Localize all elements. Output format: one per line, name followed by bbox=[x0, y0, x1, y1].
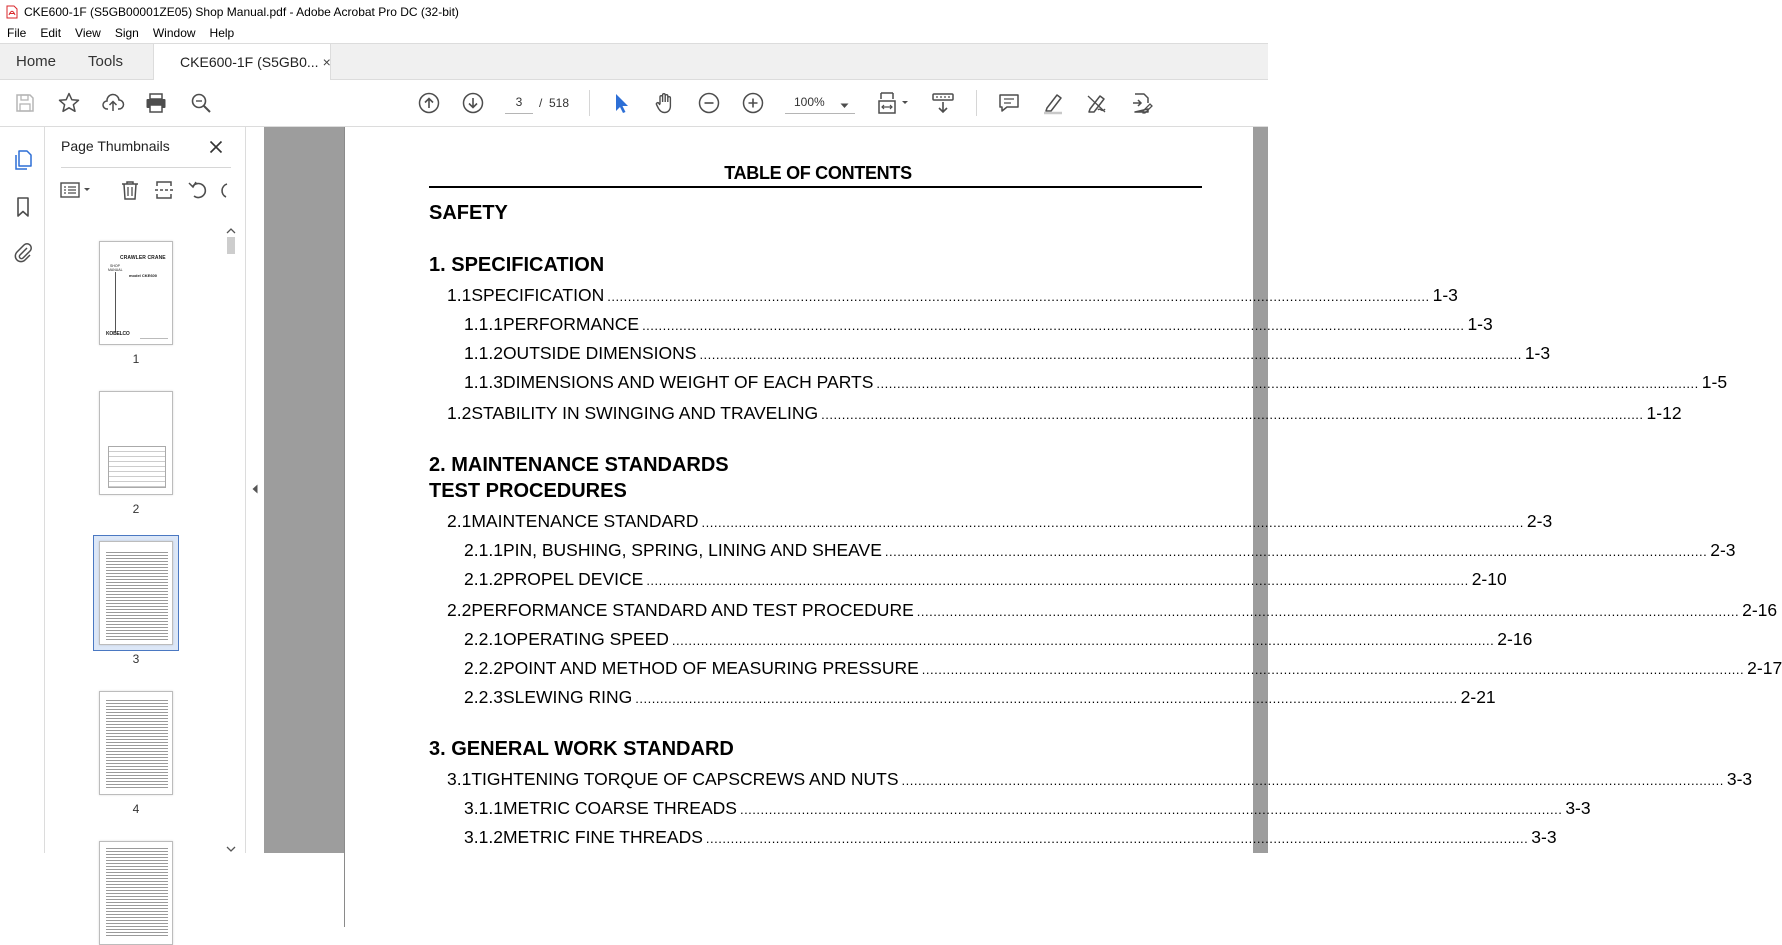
toc-leader-dots: ........................................................................................................................................................................................................ bbox=[701, 515, 1524, 530]
thumbnail-cover-title: CRAWLER CRANE bbox=[120, 255, 166, 261]
bookmark-star-icon[interactable] bbox=[56, 90, 82, 116]
zoom-select[interactable] bbox=[785, 90, 855, 114]
section-heading: 1. SPECIFICATION bbox=[429, 254, 605, 276]
close-icon[interactable] bbox=[206, 137, 226, 157]
menu-view[interactable]: View bbox=[75, 26, 101, 40]
toc-heading: TABLE OF CONTENTS bbox=[724, 163, 912, 183]
thumbnail-cover-line bbox=[115, 272, 116, 332]
toc-leader-dots: ........................................................................................................................................................................................................ bbox=[699, 347, 1522, 362]
toc-entry[interactable] bbox=[447, 511, 1553, 532]
thumbnail-page-4[interactable] bbox=[99, 691, 173, 795]
section-heading-line2: TEST PROCEDURES bbox=[429, 480, 627, 502]
select-cursor-icon[interactable] bbox=[608, 90, 634, 116]
panel-divider bbox=[61, 167, 231, 168]
page-thumbnails-icon[interactable] bbox=[10, 147, 36, 173]
thumbnail-page-5[interactable] bbox=[99, 841, 173, 945]
chevron-down-icon bbox=[840, 98, 849, 112]
toc-entry[interactable] bbox=[464, 629, 1533, 650]
tab-close-icon[interactable]: × bbox=[322, 54, 331, 70]
menu-sign[interactable]: Sign bbox=[114, 26, 139, 40]
thumbnail-label: 4 bbox=[132, 802, 140, 816]
toc-entry[interactable] bbox=[464, 540, 1736, 561]
toc-leader-dots: ........................................................................................................................................................................................................ bbox=[916, 604, 1740, 619]
tab-bar bbox=[0, 43, 1268, 80]
toc-entry-title: METRIC COARSE THREADS bbox=[502, 798, 737, 818]
acrobat-app-icon bbox=[5, 5, 19, 19]
section-heading: SAFETY bbox=[429, 202, 508, 224]
toc-entry-page: 2-16 bbox=[1497, 629, 1533, 649]
toc-leader-dots: ........................................................................................................................................................................................................ bbox=[705, 831, 1529, 846]
toc-entry-title: DIMENSIONS AND WEIGHT OF EACH PARTS bbox=[502, 372, 874, 392]
toc-entry[interactable] bbox=[464, 798, 1591, 819]
toc-entry-page: 1-3 bbox=[1467, 314, 1493, 334]
tab-home[interactable]: Home bbox=[16, 53, 57, 70]
comment-icon[interactable] bbox=[996, 90, 1022, 116]
toc-leader-dots: ........................................................................................................................................................................................................ bbox=[821, 407, 1644, 422]
toc-leader-dots: ........................................................................................................................................................................................................ bbox=[901, 773, 1724, 788]
toc-entry-number: 2.1.2 bbox=[464, 569, 503, 589]
toc-leader-dots: ........................................................................................................................................................................................................ bbox=[607, 289, 1430, 304]
hand-tool-icon[interactable] bbox=[652, 90, 678, 116]
toc-entry-number: 2.2 bbox=[447, 600, 472, 620]
thumbnail-text-lines bbox=[106, 550, 168, 640]
thumbnail-page-2[interactable] bbox=[99, 391, 173, 495]
toc-entry-page: 2-3 bbox=[1526, 511, 1553, 531]
thumbnail-options-icon[interactable] bbox=[59, 177, 93, 203]
tab-document[interactable] bbox=[153, 44, 331, 80]
toc-entry-title: PROPEL DEVICE bbox=[502, 569, 644, 589]
delete-trash-icon[interactable] bbox=[117, 177, 143, 203]
scroll-mode-icon[interactable] bbox=[930, 90, 956, 116]
toc-entry-page: 3-3 bbox=[1531, 827, 1557, 847]
toc-entry-title: PERFORMANCE bbox=[502, 314, 640, 334]
toc-leader-dots: ........................................................................................................................................................................................................ bbox=[671, 633, 1495, 648]
toc-entry-number: 1.1.1 bbox=[464, 314, 503, 334]
thumbnail-cover-brand: KOBELCO bbox=[106, 331, 130, 337]
toc-entry-page: 2-16 bbox=[1742, 600, 1778, 620]
toc-entry-number: 1.1 bbox=[447, 285, 472, 305]
toc-leader-dots: ........................................................................................................................................................................................................ bbox=[646, 573, 1469, 588]
thumbnail-scrollbar[interactable] bbox=[223, 219, 239, 853]
main-toolbar bbox=[0, 80, 1268, 127]
thumbnail-table bbox=[108, 446, 166, 488]
toc-entry-number: 2.2.3 bbox=[464, 687, 503, 707]
thumbnail-text-lines bbox=[106, 698, 168, 790]
toc-entry[interactable] bbox=[447, 403, 1682, 424]
toc-entry-title: METRIC FINE THREADS bbox=[502, 827, 703, 847]
caret-left-icon bbox=[252, 483, 258, 497]
toc-entry[interactable] bbox=[464, 569, 1507, 590]
toc-leader-dots: ........................................................................................................................................................................................................ bbox=[642, 318, 1465, 333]
page-separator: / bbox=[539, 96, 543, 110]
toc-entry-number: 3.1.2 bbox=[464, 827, 503, 847]
menu-window[interactable]: Window bbox=[152, 26, 196, 40]
toc-leader-dots: ........................................................................................................................................................................................................ bbox=[921, 662, 1745, 677]
page-thumbnails-panel bbox=[45, 127, 246, 853]
toc-entry-number: 1.1.2 bbox=[464, 343, 503, 363]
thumbnail-label: 1 bbox=[132, 352, 140, 366]
toc-entry[interactable] bbox=[447, 285, 1458, 306]
toc-entry[interactable] bbox=[464, 314, 1493, 335]
menu-file[interactable]: File bbox=[7, 26, 27, 40]
toc-entry-number: 1.1.3 bbox=[464, 372, 503, 392]
search-icon[interactable] bbox=[188, 90, 214, 116]
save-icon[interactable] bbox=[12, 90, 38, 116]
toolbar-divider bbox=[976, 90, 977, 116]
toc-leader-dots: ........................................................................................................................................................................................................ bbox=[884, 544, 1708, 559]
toc-entry[interactable] bbox=[464, 343, 1551, 364]
scrollbar-thumb[interactable] bbox=[227, 237, 235, 254]
tab-tools[interactable]: Tools bbox=[88, 53, 124, 70]
toc-entry[interactable] bbox=[447, 769, 1753, 790]
total-pages: 518 bbox=[549, 96, 570, 110]
rotate-right-icon[interactable] bbox=[213, 177, 239, 203]
toc-entry[interactable] bbox=[447, 600, 1778, 621]
toc-entry-number: 2.1 bbox=[447, 511, 472, 531]
thumbnail-label: 2 bbox=[132, 502, 140, 516]
toc-entry-number: 2.2.2 bbox=[464, 658, 503, 678]
toc-entry-page: 1-5 bbox=[1701, 372, 1728, 392]
toc-entry-page: 3-3 bbox=[1726, 769, 1753, 789]
toc-entry-title: PIN, BUSHING, SPRING, LINING AND SHEAVE bbox=[502, 540, 882, 560]
toolbar-divider bbox=[589, 90, 590, 116]
insert-pages-icon[interactable] bbox=[151, 177, 177, 203]
zoom-in-icon[interactable] bbox=[740, 90, 766, 116]
toc-leader-dots: ........................................................................................................................................................................................................ bbox=[635, 691, 1458, 706]
toc-entry-page: 2-3 bbox=[1710, 540, 1736, 560]
toc-entry[interactable] bbox=[464, 687, 1496, 708]
rotate-left-icon[interactable] bbox=[185, 177, 211, 203]
toc-entry-title: PERFORMANCE STANDARD AND TEST PROCEDURE bbox=[471, 600, 914, 620]
menu-help[interactable]: Help bbox=[209, 26, 235, 40]
thumbnail-list bbox=[45, 219, 225, 853]
thumbnail-cover-model: model CKE600 bbox=[129, 273, 158, 278]
toc-entry-title: MAINTENANCE STANDARD bbox=[471, 511, 699, 531]
thumbnail-page-1[interactable] bbox=[99, 241, 173, 345]
toc-entry-page: 3-3 bbox=[1565, 798, 1591, 818]
previous-page-icon[interactable] bbox=[416, 90, 442, 116]
toc-leader-dots: ........................................................................................................................................................................................................ bbox=[739, 802, 1563, 817]
print-icon[interactable] bbox=[143, 90, 169, 116]
bookmarks-icon[interactable] bbox=[10, 194, 36, 220]
toc-entry-number: 2.1.1 bbox=[464, 540, 503, 560]
fit-page-icon[interactable] bbox=[874, 90, 914, 116]
document-view[interactable] bbox=[264, 127, 1782, 853]
panel-title: Page Thumbnails bbox=[61, 138, 170, 154]
attachments-paperclip-icon[interactable] bbox=[10, 239, 36, 265]
scroll-down-icon[interactable] bbox=[226, 842, 236, 856]
toc-entry-title: SLEWING RING bbox=[502, 687, 633, 707]
toc-entry-number: 3.1.1 bbox=[464, 798, 503, 818]
pdf-page bbox=[344, 127, 1782, 927]
menu-edit[interactable]: Edit bbox=[40, 26, 62, 40]
toc-entry-number: 2.2.1 bbox=[464, 629, 503, 649]
toc-entry[interactable] bbox=[464, 658, 1782, 679]
toc-entry-page: 2-17 bbox=[1747, 658, 1782, 678]
thumbnail-tools bbox=[59, 177, 234, 203]
highlighter-icon[interactable] bbox=[1040, 90, 1066, 116]
navigation-rail bbox=[0, 127, 45, 853]
toc-leader-dots: ........................................................................................................................................................................................................ bbox=[876, 376, 1699, 391]
page-number-input[interactable] bbox=[505, 90, 533, 114]
toc-entry-title: STABILITY IN SWINGING AND TRAVELING bbox=[471, 403, 819, 423]
collapse-panel-handle[interactable] bbox=[246, 127, 264, 853]
menu-bar bbox=[0, 23, 1268, 43]
section-heading: 2. MAINTENANCE STANDARDS bbox=[429, 454, 729, 476]
toc-entry-page: 2-21 bbox=[1460, 687, 1496, 707]
thumbnail-cover-subtitle: SHOP MANUAL bbox=[108, 264, 123, 272]
window-title: CKE600-1F (S5GB00001ZE05) Shop Manual.pdf - Adobe Acrobat Pro DC (32-bit) bbox=[24, 4, 459, 19]
toc-entry-number: 3.1 bbox=[447, 769, 472, 789]
thumbnail-page-3[interactable] bbox=[99, 541, 173, 645]
edit-document-icon[interactable] bbox=[1128, 90, 1154, 116]
next-page-icon[interactable] bbox=[460, 90, 486, 116]
scroll-up-icon[interactable] bbox=[226, 223, 236, 237]
toc-entry-page: 1-3 bbox=[1524, 343, 1551, 363]
thumbnail-label: 3 bbox=[132, 652, 140, 666]
toc-entry-page: 1-3 bbox=[1432, 285, 1458, 305]
thumbnail-text-lines bbox=[106, 846, 168, 936]
zoom-value: 100% bbox=[794, 94, 825, 109]
toc-heading-rule bbox=[429, 186, 1202, 188]
thumbnail-cover-footer bbox=[140, 338, 168, 339]
toc-entry[interactable] bbox=[464, 372, 1728, 393]
toc-entry-page: 1-12 bbox=[1646, 403, 1682, 423]
upload-cloud-icon[interactable] bbox=[100, 90, 126, 116]
section-heading: 3. GENERAL WORK STANDARD bbox=[429, 738, 734, 760]
sign-pen-icon[interactable] bbox=[1084, 90, 1110, 116]
tab-document-label: CKE600-1F (S5GB0... bbox=[180, 54, 319, 70]
title-bar bbox=[0, 0, 1268, 23]
toc-entry-title: TIGHTENING TORQUE OF CAPSCREWS AND NUTS bbox=[471, 769, 899, 789]
toc-entry-title: SPECIFICATION bbox=[471, 285, 605, 305]
toc-entry-title: POINT AND METHOD OF MEASURING PRESSURE bbox=[502, 658, 919, 678]
toc-entry[interactable] bbox=[464, 827, 1557, 848]
toc-entry-page: 2-10 bbox=[1471, 569, 1507, 589]
toc-entry-number: 1.2 bbox=[447, 403, 472, 423]
toc-entry-title: OUTSIDE DIMENSIONS bbox=[502, 343, 697, 363]
zoom-out-icon[interactable] bbox=[696, 90, 722, 116]
toc-entry-title: OPERATING SPEED bbox=[502, 629, 669, 649]
